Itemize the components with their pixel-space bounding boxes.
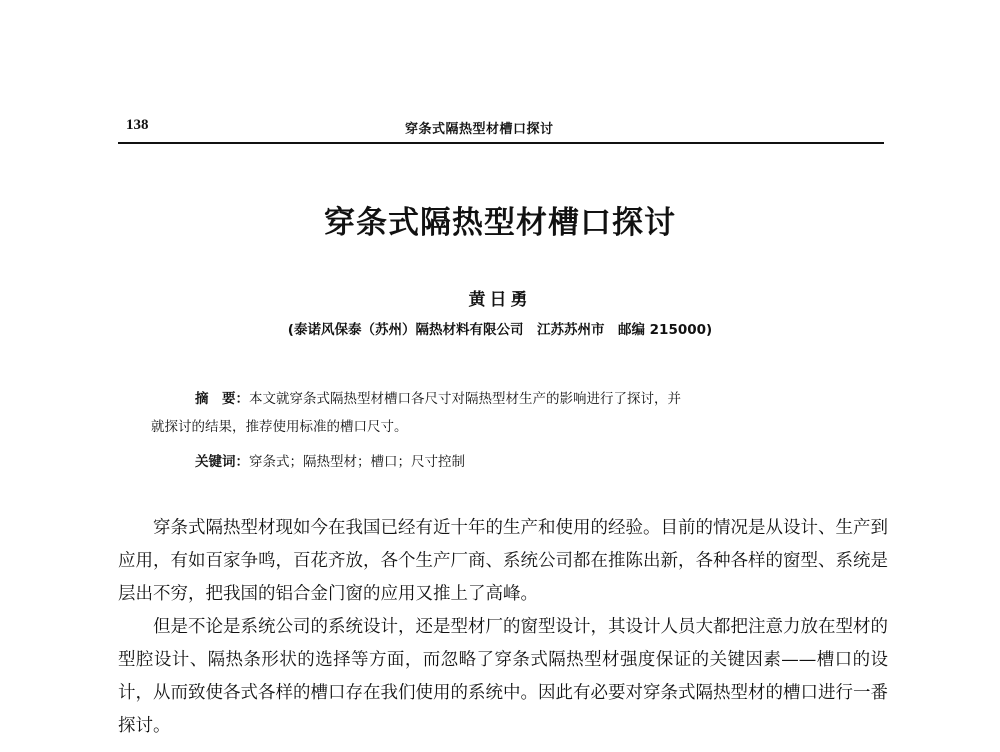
abstract	[151, 385, 851, 441]
abstract-label: 摘 要：	[195, 391, 249, 407]
body-text	[118, 512, 888, 743]
abstract-text-1: 本文就穿条式隔热型材槽口各尺寸对隔热型材生产的影响进行了探讨，并	[249, 391, 681, 407]
running-header	[118, 117, 884, 143]
abstract-line-2: 就探讨的结果，推荐使用标准的槽口尺寸。	[151, 419, 408, 435]
author-affiliation: (泰诺风保泰（苏州）隔热材料有限公司 江苏苏州市 邮编 215000)	[287, 322, 713, 338]
abstract-line-1	[151, 385, 851, 413]
author-name: 黄日勇	[468, 290, 532, 310]
body-paragraph: 穿条式隔热型材现如今在我国已经有近十年的生产和使用的经验。目前的情况是从设计、生产到应用，有如百家争鸣，百花齐放，各个生产厂商、系统公司都在推陈出新，各种各样的窗型、系统是层出不穷，把我国的铝合金门窗的应用又推上了高峰。	[118, 518, 888, 604]
page-number: 138	[126, 117, 149, 133]
keywords-text: 穿条式；隔热型材；槽口；尺寸控制	[249, 454, 465, 470]
keywords	[195, 450, 465, 470]
running-title: 穿条式隔热型材槽口探讨	[405, 122, 554, 137]
body-paragraph: 但是不论是系统公司的系统设计，还是型材厂的窗型设计，其设计人员大都把注意力放在型材的型腔设计、隔热条形状的选择等方面，而忽略了穿条式隔热型材强度保证的关键因素——槽口的设计，从而致使各式各样的槽口存在我们使用的系统中。因此有必要对穿条式隔热型材的槽口进行一番探讨。	[118, 617, 888, 736]
header-rule	[118, 142, 884, 144]
keywords-label: 关键词：	[195, 454, 249, 470]
article-title: 穿条式隔热型材槽口探讨	[324, 205, 676, 241]
